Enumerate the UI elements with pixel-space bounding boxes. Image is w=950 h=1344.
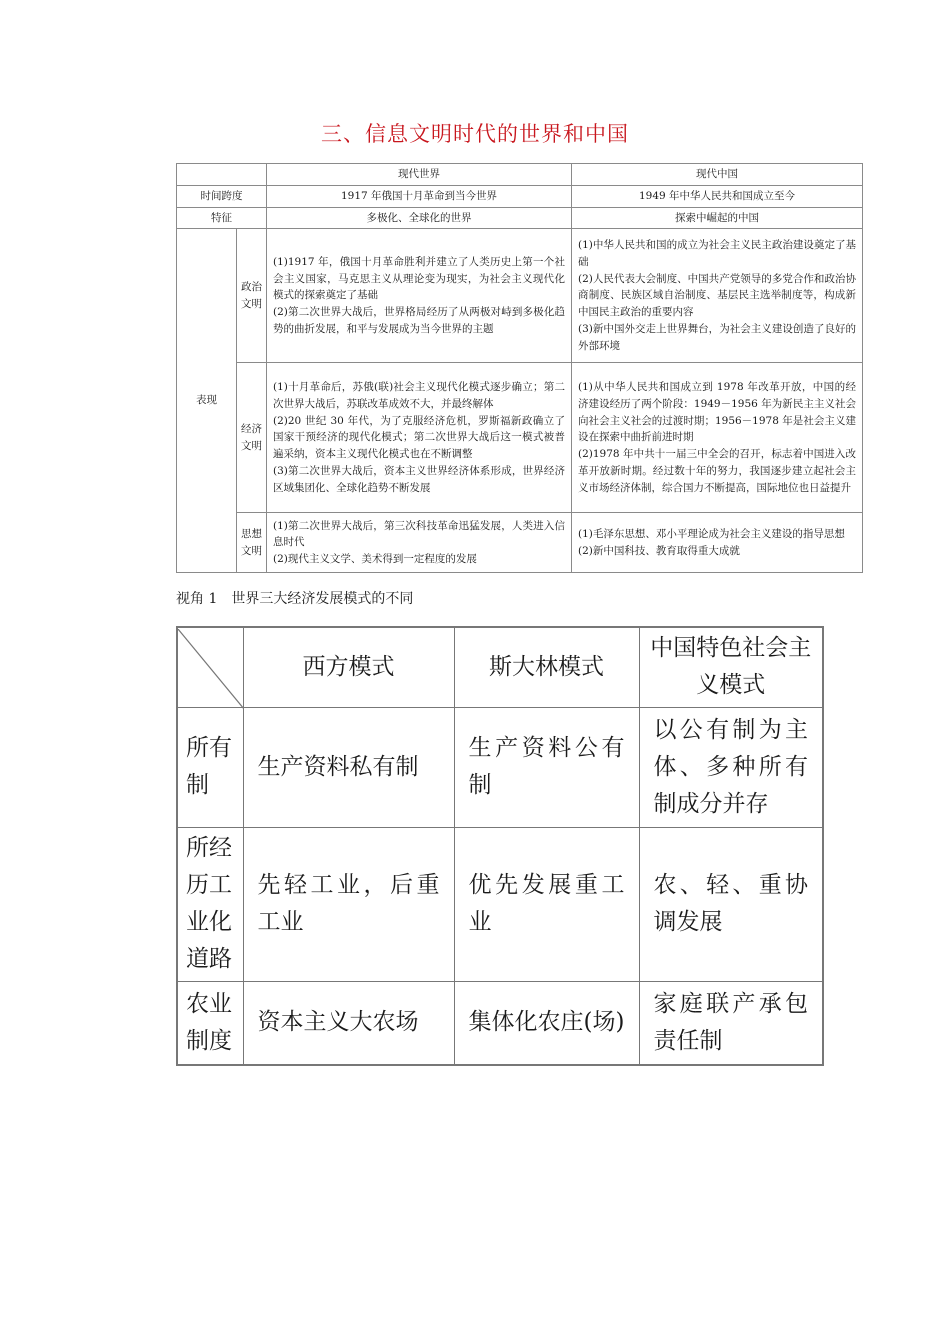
table-row [177,363,863,513]
corner-cell [177,164,267,186]
ownership-china: 以公有制为主体、多种所有制成分并存 [639,707,823,827]
table-row [177,229,863,363]
header-modern-china: 现代中国 [572,164,863,186]
industrialization-western: 先轻工业，后重工业 [243,827,454,981]
ownership-western: 生产资料私有制 [243,707,454,827]
economy-world: (1)十月革命后，苏俄(联)社会主义现代化模式逐步确立；第二次世界大战后，苏联改革成效不大，并最终解体 (2)20 世纪 30 年代，为了克服经济危机，罗斯福新政确立了国家干预经济的现代化模式；第二次世界大战后这一模式被普遍采纳，资本主义现代化模式也在不断调整 (3)第二次世界大战后，资本主义世界经济体系形成，世界经济区域集团化、全球化趋势不断发展 [267,363,572,513]
agriculture-western: 资本主义大农场 [243,981,454,1065]
header-china-model: 中国特色社会主义模式 [639,627,823,707]
table-header-row [177,627,823,707]
diagonal-line [178,629,244,709]
time-world: 1917 年俄国十月革命到当今世界 [267,185,572,207]
feature-world: 多极化、全球化的世界 [267,207,572,229]
row-label-feature: 特征 [177,207,267,229]
industrialization-stalin: 优先发展重工业 [454,827,639,981]
row-label-industrialization: 所经历工业化道路 [177,827,243,981]
section-subheading: 视角 1 世界三大经济发展模式的不同 [176,591,414,607]
industrialization-china: 农、轻、重协调发展 [639,827,823,981]
sub-label-thought: 思想文明 [237,513,267,573]
economic-models-table [176,626,824,1066]
row-label-ownership: 所有制 [177,707,243,827]
agriculture-china: 家庭联产承包责任制 [639,981,823,1065]
table-row [177,707,823,827]
table-row [177,513,863,573]
politics-china: (1)中华人民共和国的成立为社会主义民主政治建设奠定了基础 (2)人民代表大会制度、中国共产党领导的多党合作和政治协商制度、民族区域自治制度、基层民主选举制度等，构成新中国民主政治的重要内容 (3)新中国外交走上世界舞台，为社会主义建设创造了良好的外部环境 [572,229,863,363]
economy-china: (1)从中华人民共和国成立到 1978 年改革开放，中国的经济建设经历了两个阶段：1949－1956 年为新民主主义社会向社会主义社会的过渡时期；1956－1978 年是社会主义建设在探索中曲折前进时期 (2)1978 年中共十一届三中全会的召开，标志着中国进入改革开放新时期。经过数十年的努力，我国逐步建立起社会主义市场经济体制，综合国力不断提高，国际地位也日益提升 [572,363,863,513]
header-stalin-model: 斯大林模式 [454,627,639,707]
thought-china: (1)毛泽东思想、邓小平理论成为社会主义建设的指导思想 (2)新中国科技、教育取得重大成就 [572,513,863,573]
agriculture-stalin: 集体化农庄(场) [454,981,639,1065]
modern-world-china-table [176,163,863,573]
header-western-model: 西方模式 [243,627,454,707]
row-label-agriculture: 农业制度 [177,981,243,1065]
table-row [177,185,863,207]
row-label-time: 时间跨度 [177,185,267,207]
table-row [177,827,823,981]
table-header-row [177,164,863,186]
table-row [177,981,823,1065]
feature-china: 探索中崛起的中国 [572,207,863,229]
row-label-performance: 表现 [177,229,237,573]
sub-label-politics: 政治文明 [237,229,267,363]
table-row [177,207,863,229]
time-china: 1949 年中华人民共和国成立至今 [572,185,863,207]
politics-world: (1)1917 年，俄国十月革命胜利并建立了人类历史上第一个社会主义国家，马克思主义从理论变为现实，为社会主义现代化模式的探索奠定了基础 (2)第二次世界大战后，世界格局经历了从两极对峙到多极化趋势的曲折发展，和平与发展成为当今世界的主题 [267,229,572,363]
ownership-stalin: 生产资料公有制 [454,707,639,827]
sub-label-economy: 经济文明 [237,363,267,513]
diagonal-corner-cell [177,627,243,707]
thought-world: (1)第二次世界大战后，第三次科技革命迅猛发展，人类进入信息时代 (2)现代主义文学、美术得到一定程度的发展 [267,513,572,573]
page-title: 三、信息文明时代的世界和中国 [321,122,629,146]
header-modern-world: 现代世界 [267,164,572,186]
